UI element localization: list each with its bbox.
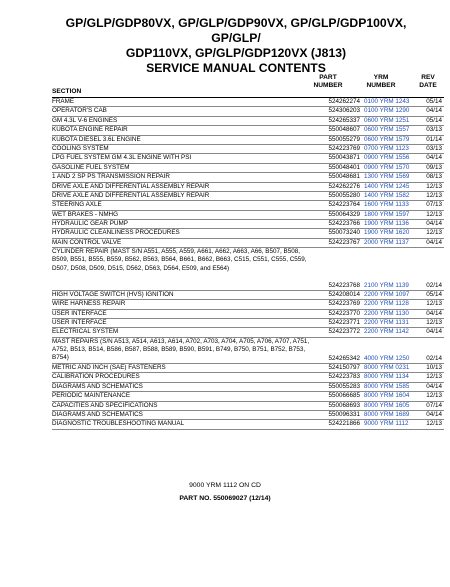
row-section: DIAGRAMS AND SCHEMATICS <box>52 382 143 390</box>
row-rev-date: 04/14 <box>426 154 442 162</box>
row-yrm-number: 8000 YRM 1134 <box>364 373 409 381</box>
row-part-number: 524223764 <box>328 201 360 209</box>
row-section: METRIC AND INCH (SAE) FASTENERS <box>52 363 166 371</box>
row-yrm-number: 8000 YRM 1585 <box>364 382 410 390</box>
part-number-footer: PART NO. 550069027 (12/14) <box>179 495 271 502</box>
row-yrm-number: 1400 YRM 1245 <box>364 182 410 190</box>
row-section: COOLING SYSTEM <box>52 144 109 152</box>
row-part-number: 524223767 <box>328 238 360 246</box>
table-row <box>52 173 444 182</box>
table-row <box>52 126 444 135</box>
table-row <box>52 402 444 411</box>
row-section: HIGH VOLTAGE SWITCH (HVS) IGNITION <box>52 290 174 298</box>
row-part-number: 550055283 <box>328 382 360 390</box>
row-yrm-number: 2200 YRM 1097 <box>364 290 410 298</box>
row-rev-date: 04/14 <box>426 220 442 228</box>
title-line-1: GP/GLP/GDP80VX, GP/GLP/GDP90VX, GP/GLP/GDP100VX, GP/GLP/ <box>65 16 407 45</box>
row-section: STEERING AXLE <box>52 201 102 209</box>
row-yrm-number: 0600 YRM 1251 <box>364 116 410 124</box>
row-yrm-number: 9000 YRM 1112 <box>364 420 409 428</box>
row-section: WIRE HARNESS REPAIR <box>52 300 126 308</box>
row-section: GM 4.3L V-6 ENGINES <box>52 116 118 124</box>
column-header-part-line1: PART <box>319 74 337 81</box>
table-row <box>52 183 444 192</box>
row-part-number: 550043871 <box>328 154 360 162</box>
row-yrm-number: 0700 YRM 1123 <box>364 144 409 152</box>
row-section: LPG FUEL SYSTEM GM 4.3L ENGINE WITH PSI <box>52 154 192 162</box>
column-header-section: SECTION <box>52 88 82 95</box>
row-rev-date: 04/14 <box>426 309 442 317</box>
column-header-rev-line2: DATE <box>419 82 437 89</box>
row-section: USER INTERFACE <box>52 319 107 327</box>
row-rev-date: 10/13 <box>426 363 442 371</box>
table-row <box>52 300 444 309</box>
row-yrm-number: 0600 YRM 1557 <box>364 126 410 134</box>
row-part-number: 524262276 <box>328 182 360 190</box>
row-yrm-number: 0900 YRM 1556 <box>364 154 410 162</box>
row-rev-date: 12/13 <box>426 392 442 400</box>
row-yrm-number: 8000 YRM 0231 <box>364 363 410 371</box>
row-rev-date: 04/14 <box>426 238 442 246</box>
row-section: HYDRAULIC GEAR PUMP <box>52 220 128 228</box>
row-section: MAIN CONTROL VALVE <box>52 238 122 246</box>
table-row <box>52 98 444 107</box>
table-row <box>52 411 444 420</box>
row-rev-date: 05/14 <box>426 116 442 124</box>
row-part-number: 524265337 <box>328 116 360 124</box>
row-part-number: 550048681 <box>328 173 360 181</box>
row-rev-date: 05/14 <box>426 290 442 298</box>
row-section: KUBOTA DIESEL 3.6L ENGINE <box>52 135 141 143</box>
row-part-number: 524223770 <box>328 309 360 317</box>
table-row <box>52 145 444 154</box>
row-yrm-number: 1400 YRM 1582 <box>364 191 410 199</box>
row-part-number: 524265342 <box>328 355 360 363</box>
row-rev-date: 12/13 <box>426 300 442 308</box>
table-row <box>52 373 444 382</box>
column-header-rev-line1: REV <box>421 74 435 81</box>
table-row <box>52 291 444 300</box>
row-rev-date: 07/13 <box>426 201 442 209</box>
row-rev-date: 01/14 <box>426 135 442 143</box>
row-part-number: 550073240 <box>328 229 360 237</box>
table-row <box>52 328 444 337</box>
row-rev-date: 08/13 <box>426 173 442 181</box>
row-rev-date: 12/13 <box>426 373 442 381</box>
row-rev-date: 12/13 <box>426 319 442 327</box>
row-section: DRIVE AXLE AND DIFFERENTIAL ASSEMBLY REPAIR <box>52 191 210 199</box>
row-section: WET BRAKES - NMHG <box>52 210 119 218</box>
row-yrm-number: 1900 YRM 1136 <box>364 220 409 228</box>
row-part-number: 550055280 <box>328 191 360 199</box>
row-section: DIAGNOSTIC TROUBLESHOOTING MANUAL <box>52 420 185 428</box>
table-row <box>52 319 444 328</box>
cd-note: 9000 YRM 1112 ON CD <box>189 482 261 489</box>
row-section: GASOLINE FUEL SYSTEM <box>52 163 130 171</box>
row-yrm-number: 0100 YRM 1290 <box>364 107 410 115</box>
row-rev-date: 12/13 <box>426 420 442 428</box>
column-header-rev-date <box>410 74 446 90</box>
row-section: DRIVE AXLE AND DIFFERENTIAL ASSEMBLY REPAIR <box>52 182 210 190</box>
row-part-number: 524223772 <box>328 328 360 336</box>
row-yrm-number: 2200 YRM 1142 <box>364 328 409 336</box>
table-row <box>52 383 444 392</box>
contents-table <box>52 98 444 430</box>
row-section: PERIODIC MAINTENANCE <box>52 392 131 400</box>
column-header-part-number <box>308 74 348 90</box>
row-rev-date: 03/13 <box>426 144 442 152</box>
row-section: USER INTERFACE <box>52 309 107 317</box>
row-part-number: 524223783 <box>328 373 360 381</box>
row-rev-date: 02/14 <box>426 355 442 363</box>
table-row <box>52 192 444 201</box>
table-row <box>52 164 444 173</box>
row-yrm-number: 8000 YRM 1604 <box>364 392 410 400</box>
row-rev-date: 04/14 <box>426 410 442 418</box>
row-yrm-number: 1600 YRM 1133 <box>364 201 409 209</box>
row-rev-date: 12/13 <box>426 182 442 190</box>
row-part-number: 524223771 <box>328 319 360 327</box>
row-yrm-number: 2100 YRM 1139 <box>364 282 409 290</box>
table-row <box>52 201 444 210</box>
row-part-number: 550096331 <box>328 410 360 418</box>
row-section: CYLINDER REPAIR (MAST S/N A551, A555, A559, A661, A662, A663, A66, B507, B508, B509, B551, B555, B559, B562, B563, B564, B661, B662, B663, C515, C551, C555, C559, D507, D508, D509, D515, D562, D563, D564, E509, and E564) <box>52 248 307 272</box>
table-row <box>52 364 444 373</box>
row-section: OPERATOR'S CAB <box>52 107 107 115</box>
row-rev-date: 05/14 <box>426 98 442 105</box>
row-yrm-number: 2200 YRM 1130 <box>364 309 409 317</box>
title-line-3: SERVICE MANUAL CONTENTS <box>146 61 326 75</box>
column-header-yrm-line1: YRM <box>373 74 389 81</box>
table-row <box>52 136 444 145</box>
row-section: KUBOTA ENGINE REPAIR <box>52 126 128 134</box>
table-row <box>52 310 444 319</box>
row-yrm-number: 1300 YRM 1569 <box>364 173 410 181</box>
row-part-number: 524208014 <box>328 290 360 298</box>
row-part-number: 524223766 <box>328 220 360 228</box>
table-row <box>52 338 444 364</box>
row-yrm-number: 0600 YRM 1579 <box>364 135 410 143</box>
row-rev-date: 09/13 <box>426 163 442 171</box>
row-part-number: 524223769 <box>328 144 360 152</box>
table-row <box>52 248 444 291</box>
table-row <box>52 239 444 248</box>
row-section: CALIBRATION PROCEDURES <box>52 373 140 381</box>
row-section: DIAGRAMS AND SCHEMATICS <box>52 410 143 418</box>
row-section: MAST REPAIRS (S/N A513, A514, A613, A614, A702, A703, A704, A705, A706, A707, A751, A752, B513, B514, B586, B587, B588, B589, B590, B591, B749, B750, B751, B752, B753, B754) <box>52 337 310 362</box>
table-row <box>52 211 444 220</box>
row-yrm-number: 4000 YRM 1250 <box>364 355 410 363</box>
row-part-number: 550055279 <box>328 135 360 143</box>
table-row <box>52 392 444 401</box>
row-part-number: 524223768 <box>328 282 360 290</box>
row-part-number: 524150797 <box>328 363 360 371</box>
row-part-number: 550048607 <box>328 126 360 134</box>
row-section: CAPACITIES AND SPECIFICATIONS <box>52 401 158 409</box>
row-part-number: 550066685 <box>328 392 360 400</box>
table-row <box>52 107 444 116</box>
title-line-2: GDP110VX, GP/GLP/GDP120VX (J813) <box>125 46 347 60</box>
row-yrm-number: 2200 YRM 1128 <box>364 300 409 308</box>
row-yrm-number: 2200 YRM 1131 <box>364 319 409 327</box>
row-rev-date: 04/14 <box>426 382 442 390</box>
row-section: HYDRAULIC CLEANLINESS PROCEDURES <box>52 229 180 237</box>
row-yrm-number: 8000 YRM 1689 <box>364 410 410 418</box>
column-header-yrm-line2: NUMBER <box>366 82 396 89</box>
table-row <box>52 229 444 238</box>
column-header-yrm-number <box>356 74 406 90</box>
row-rev-date: 12/13 <box>426 191 442 199</box>
row-yrm-number: 8000 YRM 1605 <box>364 401 410 409</box>
row-section: 1 AND 2 SP PS TRANSMISSION REPAIR <box>52 173 170 181</box>
row-yrm-number: 1900 YRM 1620 <box>364 229 410 237</box>
row-rev-date: 02/14 <box>426 282 442 290</box>
row-part-number: 524223769 <box>328 300 360 308</box>
table-row <box>52 220 444 229</box>
row-rev-date: 04/14 <box>426 107 442 115</box>
row-part-number: 550068693 <box>328 401 360 409</box>
row-yrm-number: 2000 YRM 1137 <box>364 238 409 246</box>
row-part-number: 524221866 <box>328 420 360 428</box>
row-yrm-number: 1800 YRM 1597 <box>364 210 410 218</box>
row-rev-date: 12/13 <box>426 229 442 237</box>
column-header-part-line2: NUMBER <box>313 82 343 89</box>
row-rev-date: 12/13 <box>426 210 442 218</box>
row-rev-date: 07/14 <box>426 401 442 409</box>
row-section: ELECTRICAL SYSTEM <box>52 328 119 336</box>
row-part-number: 550064329 <box>328 210 360 218</box>
row-section: FRAME <box>52 98 75 105</box>
table-row <box>52 154 444 163</box>
row-rev-date: 03/13 <box>426 126 442 134</box>
table-row <box>52 117 444 126</box>
row-yrm-number: 0100 YRM 1243 <box>364 98 410 105</box>
table-row <box>52 420 444 429</box>
row-part-number: 524262274 <box>328 98 360 105</box>
page-title <box>40 16 432 76</box>
row-yrm-number: 0900 YRM 1570 <box>364 163 410 171</box>
row-part-number: 550048401 <box>328 163 360 171</box>
row-part-number: 524306203 <box>328 107 360 115</box>
row-rev-date: 04/14 <box>426 328 442 336</box>
